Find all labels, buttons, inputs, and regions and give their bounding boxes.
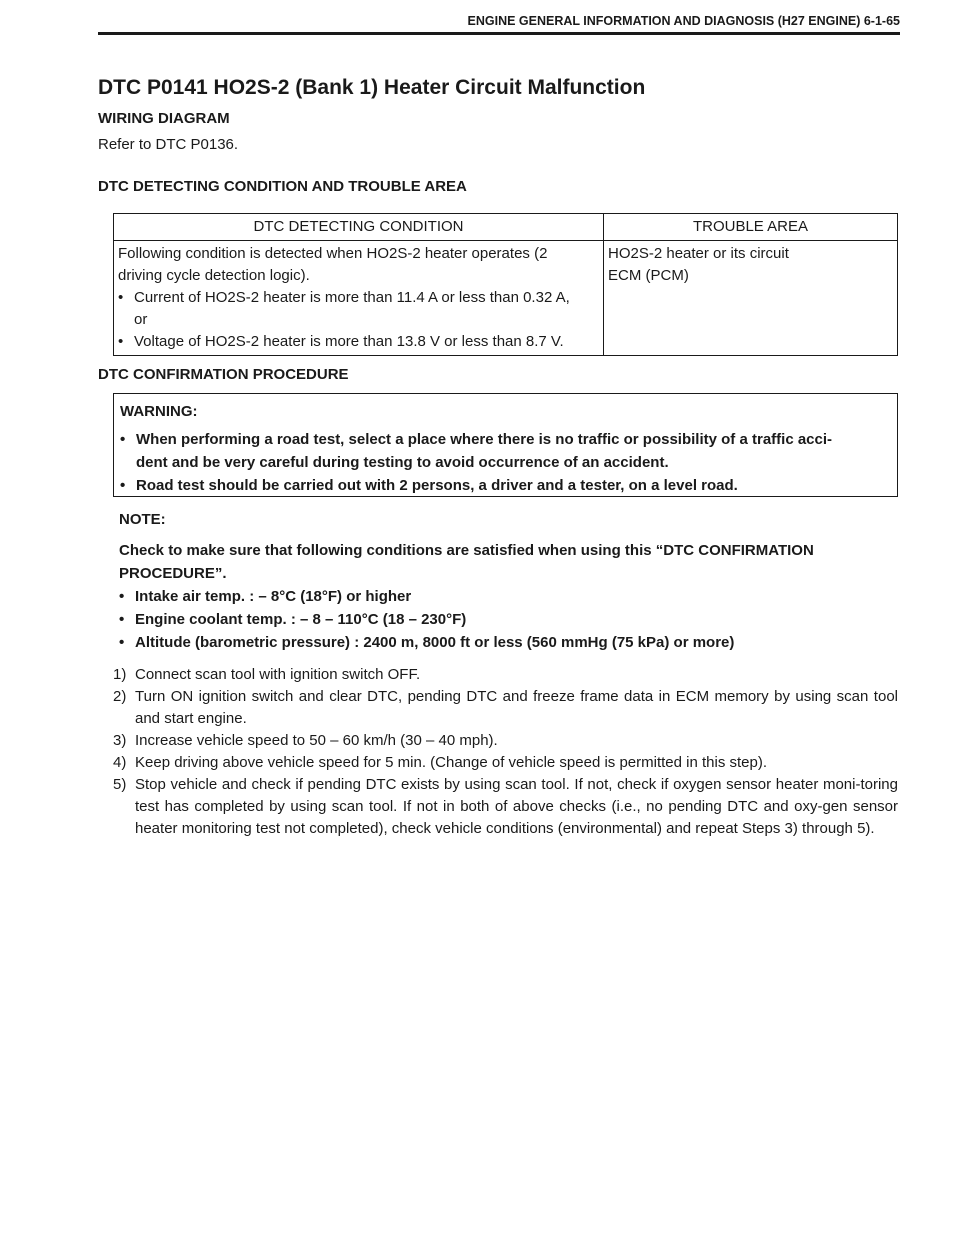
bullet-icon: • [118,333,124,350]
warning-item [120,428,891,451]
bullet-icon: • [118,289,124,306]
bullet-icon: • [120,431,126,448]
bullet-icon: • [119,611,125,628]
list-item [113,752,898,774]
confirmation-heading: DTC CONFIRMATION PROCEDURE [98,366,349,383]
note-item [119,608,894,631]
warning-item-cont [120,451,891,474]
list-item [113,664,898,686]
procedure-steps [113,664,898,840]
note-label: NOTE: [119,511,166,528]
warning-label: WARNING: [120,403,198,420]
table-row [114,241,898,356]
warning-item-text: Road test should be carried out with 2 persons, a driver and a tester, on a level road. [136,477,738,494]
warning-item-text: dent and be very careful during testing to avoid occurrence of an accident. [136,454,669,471]
trouble-area-item: ECM (PCM) [608,267,689,284]
step-text: Increase vehicle speed to 50 – 60 km/h (30 – 40 mph). [135,732,498,749]
note-item [119,585,894,608]
note-item-text: Intake air temp. : – 8°C (18°F) or higher [135,588,412,605]
condition-bullet-cont [118,309,599,331]
running-header: ENGINE GENERAL INFORMATION AND DIAGNOSIS (H27 ENGINE) 6-1-65 [98,14,900,35]
list-item [113,774,898,840]
condition-bullet-text: Current of HO2S-2 heater is more than 11.4 A or less than 0.32 A, [134,289,570,306]
step-number: 1) [113,666,127,683]
trouble-area-cell [604,241,898,356]
detecting-heading: DTC DETECTING CONDITION AND TROUBLE AREA [98,178,467,195]
page-title: DTC P0141 HO2S-2 (Bank 1) Heater Circuit Malfunction [98,76,646,99]
step-number: 2) [113,688,127,705]
condition-bullet [118,331,599,353]
condition-cell [114,241,604,356]
dtc-table [113,213,898,356]
note-item-text: Engine coolant temp. : – 8 – 110°C (18 – 230°F) [135,611,467,628]
condition-intro-2: driving cycle detection logic). [118,267,310,284]
list-item [113,730,898,752]
step-text: Connect scan tool with ignition switch OFF. [135,666,421,683]
note-item-text: Altitude (barometric pressure) : 2400 m, 8000 ft or less (560 mmHg (75 kPa) or more) [135,634,735,651]
condition-bullet [118,287,599,309]
step-text: Turn ON ignition switch and clear DTC, pending DTC and freeze frame data in ECM memory by using scan tool and start engine. [135,688,898,727]
note-text-2: PROCEDURE”. [119,565,227,582]
col-header-condition: DTC DETECTING CONDITION [114,214,604,241]
condition-bullet-text: Voltage of HO2S-2 heater is more than 13.8 V or less than 8.7 V. [134,333,564,350]
step-number: 3) [113,732,127,749]
condition-bullet-or: or [134,311,148,328]
step-text: Stop vehicle and check if pending DTC exists by using scan tool. If not, check if oxygen sensor heater moni-toring test has completed by using scan tool. If not in both of above checks (i.e., no pending DTC and oxy-gen sensor heater monitoring test not completed), check vehicle conditions (environmental) and repeat Steps 3) through 5). [135,776,898,837]
wiring-diagram-text: Refer to DTC P0136. [98,136,239,153]
bullet-icon: • [119,634,125,651]
step-number: 5) [113,776,127,793]
step-number: 4) [113,754,127,771]
wiring-diagram-heading: WIRING DIAGRAM [98,110,230,127]
step-text: Keep driving above vehicle speed for 5 min. (Change of vehicle speed is permitted in this step). [135,754,768,771]
note-box [119,508,894,654]
warning-item-text: When performing a road test, select a place where there is no traffic or possibility of a traffic acci- [136,431,833,448]
warning-box [113,393,898,497]
table-header-row [114,214,898,241]
col-header-trouble-area: TROUBLE AREA [604,214,898,241]
trouble-area-item: HO2S-2 heater or its circuit [608,245,789,262]
bullet-icon: • [119,588,125,605]
bullet-icon: • [120,477,126,494]
note-item [119,631,894,654]
note-text-1: Check to make sure that following conditions are satisfied when using this “DTC CONFIRMATION [119,542,814,559]
warning-item [120,474,891,497]
list-item [113,686,898,730]
condition-intro-1: Following condition is detected when HO2S-2 heater operates (2 [118,245,548,262]
